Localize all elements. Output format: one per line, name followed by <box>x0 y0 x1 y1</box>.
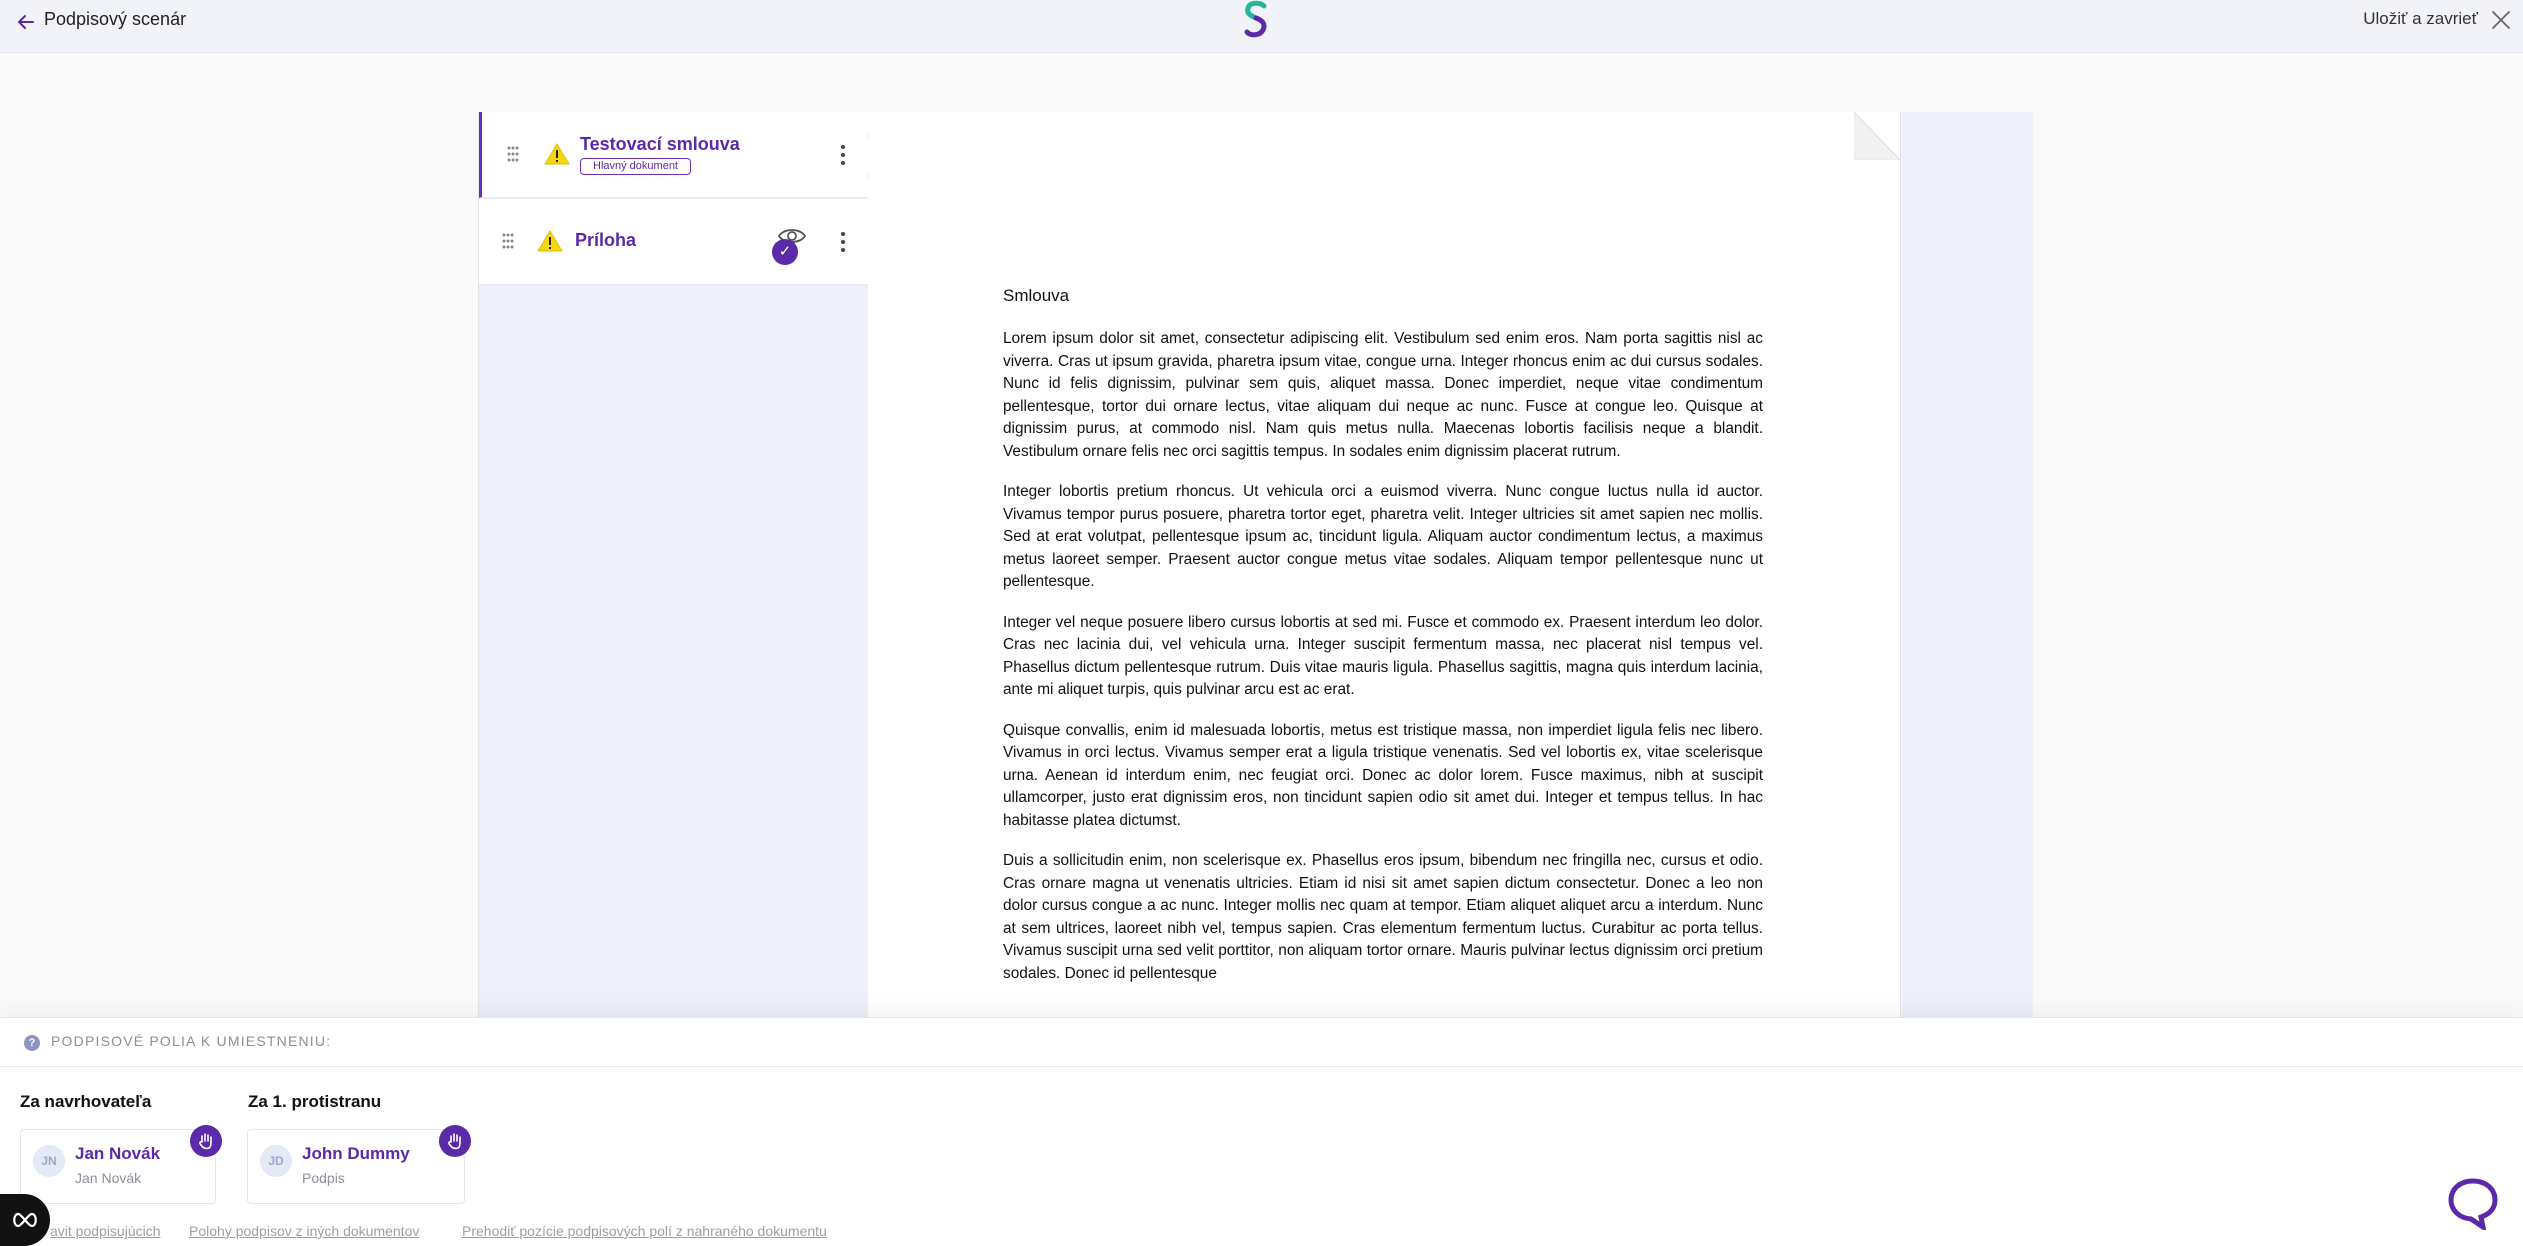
document-paragraph: Integer lobortis pretium rhoncus. Ut vehicula orci a euismod viverra. Nunc congue luctus nulla id auctor. Vivamus tempor purus posuere, pharetra tortor eget, pharetra velit. Integer ultricies sit amet sapien nec mollis. Sed at erat volutpat, pellentesque ipsum ac, tincidunt ligula. Aliquam auctor condimentum lectus, a maximus metus laoreet semper. Praesent auctor congue metus vitae sodales. Aliquam tempor pellentesque nunc ut pellentesque. <box>1003 483 1763 590</box>
infinity-icon <box>10 1211 40 1229</box>
chat-icon[interactable] <box>2446 1176 2500 1230</box>
document-heading: Smlouva <box>1003 286 1070 305</box>
document-item-main[interactable] <box>479 112 869 198</box>
drag-signature-button[interactable] <box>190 1125 222 1157</box>
arrow-left-icon <box>16 12 36 32</box>
document-text <box>1003 286 1763 1003</box>
cookie-settings-button[interactable] <box>0 1194 50 1246</box>
document-paragraph: Lorem ipsum dolor sit amet, consectetur adipiscing elit. Vestibulum sed enim eros. Nam porta sagittis nisl ac viverra. Cras ut ipsum gravida, pharetra ipsum vitae, congue urna. Integer rhoncus enim ac dui cursus sodales. Nunc id felis dignissim, pulvinar sem quis, aliquet massa. Donec imperdiet, neque vitae condimentum pellentesque, tortor dui ornare lectus, vitae aliquam dui neque ac nunc. Fusce at congue leo. Quisque at dignissim purus, at commodo nisl. Nam quis metus nulla. Maecenas lobortis facilisis neque a blandit. Vestibulum ornare felis nec orci sagittis tempus. In sodales enim dignissim placerat rutrum. <box>1003 330 1763 460</box>
app-logo-icon <box>1238 0 1274 40</box>
help-icon[interactable]: ? <box>24 1035 40 1051</box>
close-icon <box>2490 9 2512 31</box>
signer-role: Podpis <box>302 1170 345 1186</box>
signature-fields-panel <box>0 1017 2523 1246</box>
party-title: Za navrhovateľa <box>20 1092 152 1111</box>
party-title: Za 1. protistranu <box>248 1092 382 1111</box>
signer-role: Jan Novák <box>75 1170 142 1186</box>
swap-positions-link[interactable]: Prehodiť pozície podpisových polí z nahraného dokumentu <box>462 1223 827 1239</box>
warning-icon <box>544 142 570 166</box>
document-menu-button[interactable] <box>835 140 851 170</box>
positions-from-other-documents-link[interactable]: Polohy podpisov z iných dokumentov <box>189 1223 420 1239</box>
avatar: JN <box>33 1145 65 1177</box>
close-button[interactable] <box>2485 4 2517 36</box>
top-bar <box>0 0 2523 53</box>
document-paragraph: Duis a sollicitudin enim, non scelerisque ex. Phasellus eros ipsum, bibendum nec fringilla nec, cursus et odio. Cras ornare magna ut venenatis ultricies. Etiam id nisi sit amet sapien dictum consectetur. Donec a leo non dolor cursus congue a ac nunc. Integer mollis nec quam at tempor. Etiam aliquet aliquet arcu a interdum. Nunc at sem ultrices, laoreet nibh vel, tempus sapien. Cras elementum fermentum luctus. Curabitur ac porta tellus. Vivamus suscipit urna sed velit porttitor, non aliquam tortor ornare. Mauris pulvinar lectus dignissim orci pretium sodales. Donec id pellentesque <box>1003 852 1763 982</box>
document-paragraph: Integer vel neque posuere libero cursus lobortis at sed mi. Fusce et commodo ex. Praesent interdum leo dolor. Cras nec lacinia dui, vel vehicula urna. Integer suscipit fermentum massa, nec placerat nisl tempus vel. Phasellus dictum pellentesque rutrum. Duis vitae mauris ligula. Phasellus sagittis, magna quis interdum lacinia, ante mi aliquet turpis, quis pulvinar arcu est ac erat. <box>1003 613 1763 698</box>
signer-name: Jan Novák <box>75 1144 161 1163</box>
drag-signature-button[interactable] <box>439 1125 471 1157</box>
page-fold-icon <box>1854 112 1900 160</box>
save-and-close-button[interactable]: Uložiť a zavrieť <box>2363 9 2478 28</box>
document-name: Testovací smlouva <box>580 134 740 154</box>
document-item-attachment[interactable] <box>479 199 869 285</box>
panel-title: PODPISOVÉ POLIA K UMIESTNENIU: <box>51 1033 332 1049</box>
panel-header <box>0 1018 2523 1067</box>
main-document-badge: Hlavný dokument <box>580 158 691 175</box>
document-paragraph: Quisque convallis, enim id malesuada lobortis, metus est tristique massa, non imperdiet ligula felis nec libero. Vivamus in orci lectus. Vivamus semper erat a ligula tristique venenatis. Sed vel lobortis ex, vitae scelerisque urna. Aenean id interdum enim, nec feugiat orci. Donec ac dolor lorem. Fusce maximus, nibh at suscipit ullamcorper, justo erat dignissim eros, non tincidunt sapien odio sit amet dui. Integer et tempus tellus. In hac habitasse platea dictumst. <box>1003 721 1763 829</box>
signers-link[interactable]: avit podpisujúcich <box>50 1223 161 1239</box>
signer-name: John Dummy <box>302 1144 410 1163</box>
avatar: JD <box>260 1145 292 1177</box>
drag-handle-icon[interactable] <box>501 232 515 250</box>
back-button[interactable] <box>10 6 42 38</box>
signer-card-john-dummy[interactable] <box>247 1129 465 1204</box>
drag-handle-icon[interactable] <box>506 145 520 163</box>
right-gutter <box>1902 112 2033 1017</box>
document-name: Príloha <box>575 230 637 250</box>
page-title: Podpisový scenár <box>44 9 187 29</box>
hand-icon <box>196 1131 216 1151</box>
signer-card-jan-novak[interactable] <box>20 1129 216 1204</box>
document-menu-button[interactable] <box>835 227 851 257</box>
document-preview[interactable] <box>868 112 1901 1017</box>
visibility-check-badge[interactable]: ✓ <box>772 239 798 265</box>
document-list <box>478 112 868 1017</box>
warning-icon <box>537 229 563 253</box>
hand-icon <box>445 1131 465 1151</box>
